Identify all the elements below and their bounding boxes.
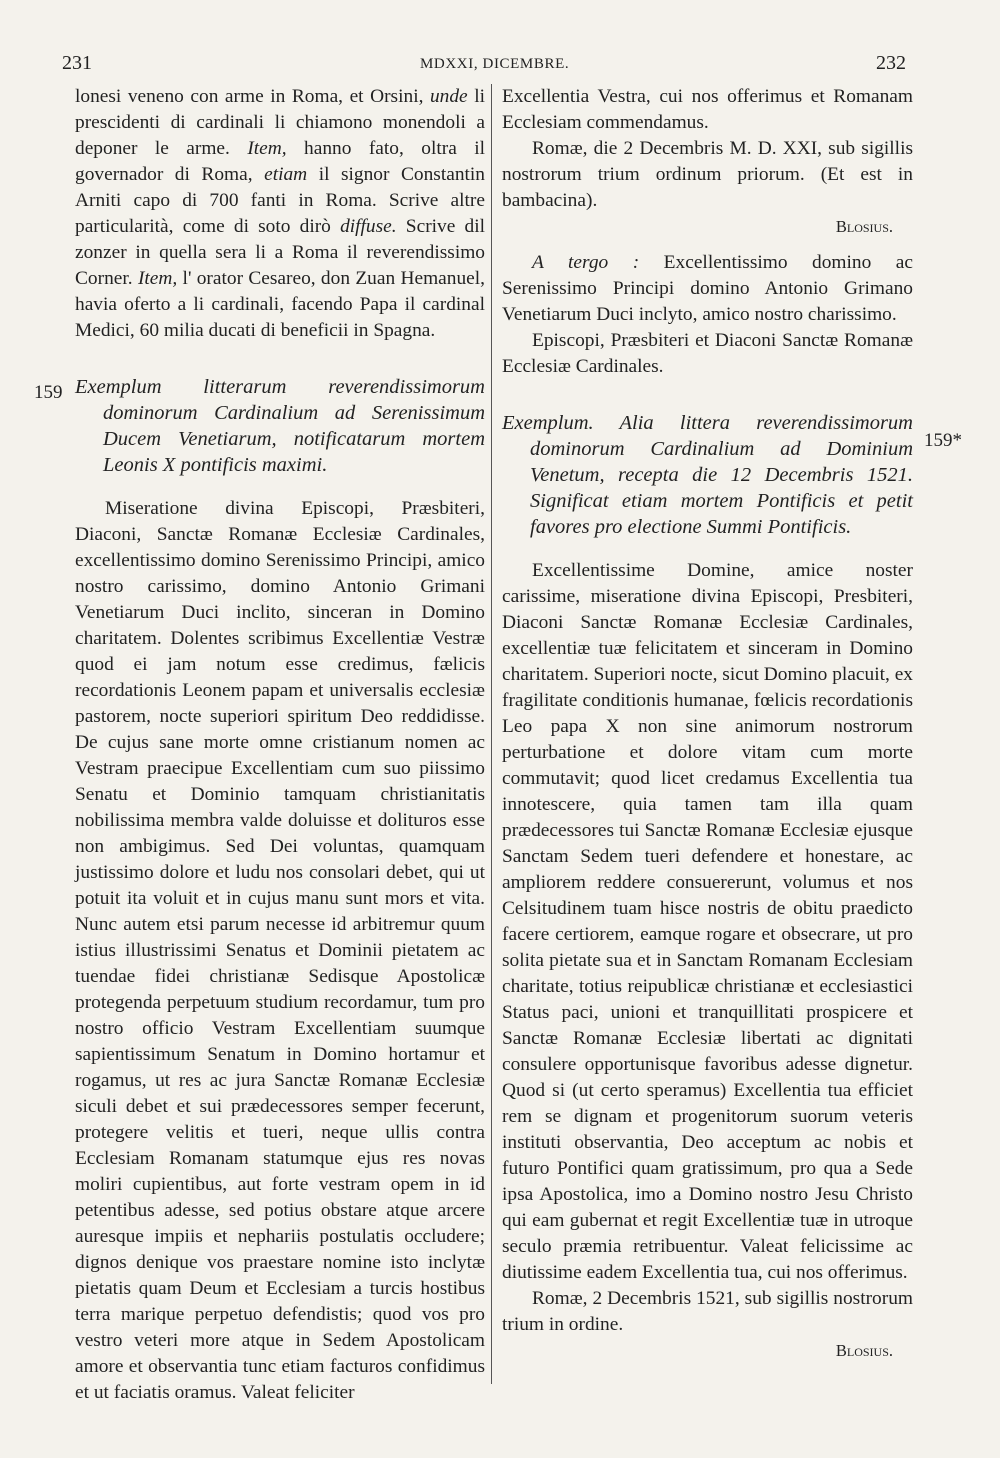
margin-number-right: 159* — [924, 430, 962, 451]
letter-body-right: Excellentissime Domine, amice noster carissime, miseratione divina Episcopi, Presbiteri, Diaconi Sanctæ Romanæ Ecclesiæ Cardinales, excellentiæ tuæ felicitatem et sinceram in Domino charitatem. Superiori nocte, sicut Domino placuit, ex fragilitate conditionis humanae, fœlicis recordationis Leo papa X non sine animorum nostrorum perturbatione et dolore vitam cum morte commutavit; quod licet credamus Excellentia tua innotescere, quia tamen tam illa quam prædecessores tui Sanctæ Romanæ Ecclesiæ ejusque Sanctam Sedem tueri defendere et honestare, ac ampliorem reddere consuererunt, volumus et nos Celsitudinem tuam hisce nostris de obitu praedicto facere certiorem, eamque rogare et obsecrare, ut pro solita pietate sua et in Sanctam Romanam Ecclesiam charitate, totius reipublicæ christianæ et ecclesiastici Status paci, unioni et tranquillitati prospicere et Sanctæ Romanæ Ecclesiæ libertati ac dignitati consulere opportunisque favoribus adesse dignetur. Quod si (ut certo speramus) Excellentia tua efficiet rem se dignam et progenitorum suorum veteris instituti observantia, Deo acceptum ac nobis et futuro Pontifici quam gratissimum, pro qua a Sede ipsa Apostolica, imo a Domino nostro Jesu Christo qui eam gubernat et regit Excellentiæ tuæ in utroque seculo præmia retribuentur. Valeat felicissime ac diutissime eadem Excellentia tua, cui nos offerimus. — [502, 560, 913, 1283]
italic-run: etiam — [264, 164, 308, 185]
page-number-left: 231 — [62, 52, 92, 74]
italic-run: Item, — [137, 268, 178, 289]
right-column — [502, 84, 913, 1364]
right-paragraph-3 — [502, 250, 913, 328]
text-run: Excellentissimo domino ac Serenissimo Principi domino Antonio Grimano Venetiarum Duci inclyto, amico nostro charissimo. — [502, 252, 913, 325]
italic-run: A tergo : — [532, 252, 640, 273]
italic-run: Item, — [247, 138, 287, 159]
spacer — [502, 540, 913, 558]
left-paragraph-1 — [75, 84, 485, 344]
signature-2: Blosius. — [835, 1341, 893, 1360]
spacer — [502, 240, 913, 250]
text-run: l' orator Cesareo, don Zuan Hemanuel, havia oferto a li cardinali, facendo Papa il cardinal Medici, 60 milia ducati di beneficii in Spagna. — [75, 268, 485, 341]
closing-line: Romæ, 2 Decembris 1521, sub sigillis nostrorum trium in ordine. — [502, 1288, 913, 1335]
text-run: il signor Constantin Arniti capo di 700 fanti in Roma. Scrive altre particularità, come di soto dirò — [75, 164, 486, 237]
text-run: hanno fato, oltra il governador di Roma, — [75, 138, 485, 185]
letter-caption-left: Exemplum litterarum reverendissimorum dominorum Cardinalium ad Serenissimum Ducem Venetiarum, notificatarum mortem Leonis X pontificis maximi. — [75, 376, 485, 476]
spacer — [75, 478, 485, 496]
letter-caption-right: Exemplum. Alia littera reverendissimorum dominorum Cardinalium ad Dominium Venetum, recepta die 12 Decembris 1521. Significat etiam mortem Pontificis et petit favores pro electione Summi Pontificis. — [502, 412, 913, 538]
right-paragraph-1: Excellentia Vestra, cui nos offerimus et Romanam Ecclesiam commendamus. — [502, 86, 913, 133]
left-column — [75, 84, 485, 1406]
italic-run: unde — [429, 86, 468, 107]
signature-1: Blosius. — [835, 217, 893, 236]
text-run: lonesi veneno con arme in Roma, et Orsini, — [75, 86, 430, 107]
text-run: Scrive dil zonzer in quella sera li a Roma il reverendissimo Corner. — [75, 216, 485, 289]
column-divider — [491, 84, 492, 1384]
right-paragraph-2: Romæ, die 2 Decembris M. D. XXI, sub sigillis nostrorum trium ordinum priorum. (Et est in bambacina). — [502, 138, 913, 211]
margin-number-left: 159 — [34, 382, 63, 403]
running-header: MDXXI, DICEMBRE. — [420, 56, 570, 72]
right-paragraph-4: Episcopi, Præsbiteri et Diaconi Sanctæ Romanæ Ecclesiæ Cardinales. — [502, 330, 913, 377]
spacer — [75, 344, 485, 374]
text-run: li prescidenti di cardinali li chiamono monendoli a deponer le arme. — [75, 86, 485, 159]
page-number-right: 232 — [876, 52, 906, 74]
letter-body-left: Miseratione divina Episcopi, Præsbiteri, Diaconi, Sanctæ Romanæ Ecclesiæ Cardinales, excellentissimo domino Serenissimo Principi, amico nostro carissimo, domino Antonio Grimani Venetiarum Duci inclito, sinceran in Domino charitatem. Dolentes scribimus Excellentiæ Vestræ quod ei jam notum esse credimus, fælicis recordationis Leonem papam et universalis ecclesiæ pastorem, nocte superiori spiritum Deo reddidisse. De cujus sane morte omne cristianum nomen ac Vestram praecipue Excellentiam cum suo piissimo Senatu et Dominio tamquam christianitatis nobilissima membra valde doluisse et dolituros esse non ambigimus. Sed Dei voluntas, quamquam justissimo dolore et ludu nos consolari debet, qui ut potuit ita voluit et in cujus manu sunt mors et vita. Nunc autem etsi parum necesse id arbitremur quum istius illustrissimi Senatus et Dominii pietatem ac tuendae fidei christianæ Sedisque Apostolicæ protegenda perpetuum studium recordamur, tum pro nostro officio Vestram Excellentiam suumque sapientissimum Senatum in Domino hortamur et rogamus, ut res ac jura Sanctæ Romanæ Ecclesiæ siculi debet et sui prædecessores semper fecerunt, protegere velitis et tueri, neque ullis contra Ecclesiam Romanam statumque ejus res novas moliri cupientibus, aut forte vestram opem in id petentibus adesse, sed potius obstare atque arcere auresque impiis et nephariis postulatis occludere; dignos denique vos praestare nomine isto inclytæ pietatis quam Deum et Ecclesiam a turcis hostibus terra marique perpetuo defendistis; quod vos pro vestro veteri more atque in Sedem Apostolicam amore et observantia tunc etiam facturos confidimus et ut faciatis oramus. Valeat feliciter — [75, 498, 485, 1403]
italic-run: diffuse. — [340, 216, 397, 237]
spacer — [502, 380, 913, 410]
